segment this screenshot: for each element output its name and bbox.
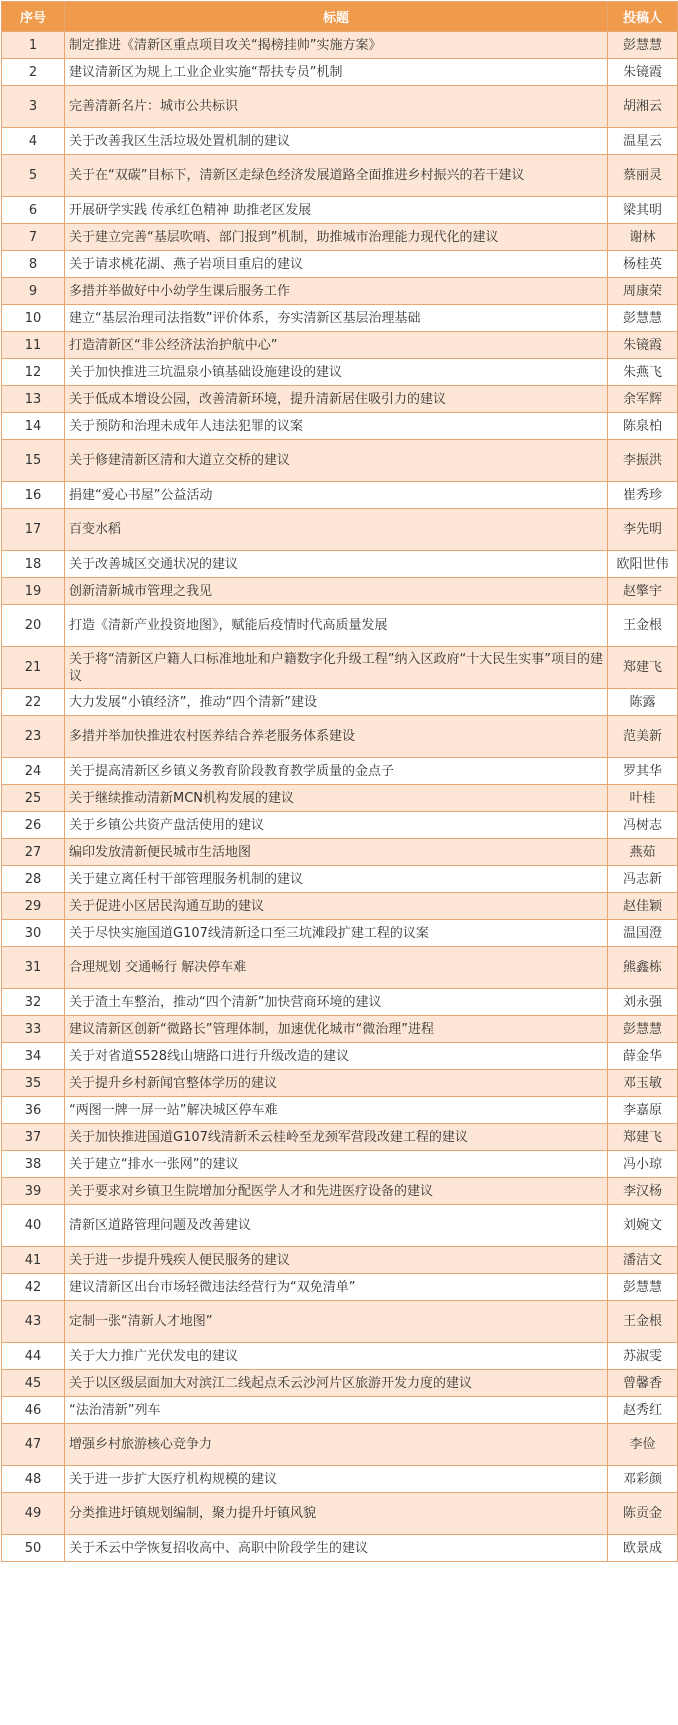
cell-no: 23	[2, 716, 65, 758]
table-row	[2, 509, 678, 551]
cell-author: 潘洁文	[608, 1247, 678, 1274]
cell-author: 熊鑫栋	[608, 947, 678, 989]
table-row	[2, 413, 678, 440]
cell-author: 叶桂	[608, 785, 678, 812]
cell-title: 关于大力推广光伏发电的建议	[65, 1343, 608, 1370]
cell-no: 11	[2, 332, 65, 359]
table-row	[2, 551, 678, 578]
cell-title: 编印发放清新便民城市生活地图	[65, 839, 608, 866]
cell-author: 赵佳颖	[608, 893, 678, 920]
table-row	[2, 1466, 678, 1493]
cell-author: 朱镜霞	[608, 332, 678, 359]
table-row	[2, 989, 678, 1016]
table-row	[2, 1205, 678, 1247]
cell-title: 建议清新区创新“微路长”管理体制，加速优化城市“微治理”进程	[65, 1016, 608, 1043]
cell-no: 40	[2, 1205, 65, 1247]
cell-title: 关于改善我区生活垃圾处置机制的建议	[65, 128, 608, 155]
cell-author: 冯小琼	[608, 1151, 678, 1178]
cell-author: 苏淑雯	[608, 1343, 678, 1370]
cell-no: 38	[2, 1151, 65, 1178]
cell-no: 19	[2, 578, 65, 605]
table-row	[2, 1301, 678, 1343]
cell-no: 36	[2, 1097, 65, 1124]
table-body	[2, 32, 678, 1562]
cell-author: 余军辉	[608, 386, 678, 413]
cell-title: 关于改善城区交通状况的建议	[65, 551, 608, 578]
cell-no: 13	[2, 386, 65, 413]
cell-no: 35	[2, 1070, 65, 1097]
cell-author: 罗其华	[608, 758, 678, 785]
cell-title: 多措并举做好中小幼学生课后服务工作	[65, 278, 608, 305]
cell-title: 关于提高清新区乡镇义务教育阶段教育教学质量的金点子	[65, 758, 608, 785]
cell-no: 41	[2, 1247, 65, 1274]
cell-title: 关于尽快实施国道G107线清新迳口至三坑滩段扩建工程的议案	[65, 920, 608, 947]
cell-no: 24	[2, 758, 65, 785]
cell-author: 彭慧慧	[608, 32, 678, 59]
table-row	[2, 155, 678, 197]
cell-title: 关于进一步扩大医疗机构规模的建议	[65, 1466, 608, 1493]
table-row	[2, 1097, 678, 1124]
cell-title: 关于提升乡村新闻官整体学历的建议	[65, 1070, 608, 1097]
table-row	[2, 128, 678, 155]
table-row	[2, 866, 678, 893]
cell-title: 开展研学实践 传承红色精神 助推老区发展	[65, 197, 608, 224]
table-row	[2, 359, 678, 386]
table-row	[2, 1424, 678, 1466]
cell-author: 冯志新	[608, 866, 678, 893]
table-row	[2, 86, 678, 128]
cell-author: 杨桂英	[608, 251, 678, 278]
table-row	[2, 1043, 678, 1070]
table-row	[2, 647, 678, 689]
cell-title: 关于请求桃花湖、燕子岩项目重启的建议	[65, 251, 608, 278]
cell-title: 关于促进小区居民沟通互助的建议	[65, 893, 608, 920]
cell-author: 彭慧慧	[608, 1016, 678, 1043]
cell-title: 建议清新区为规上工业企业实施“帮扶专员”机制	[65, 59, 608, 86]
table-row	[2, 251, 678, 278]
cell-title: 建立“基层治理司法指数”评价体系，夯实清新区基层治理基础	[65, 305, 608, 332]
cell-author: 王金根	[608, 1301, 678, 1343]
cell-title: 百变水稻	[65, 509, 608, 551]
table-row	[2, 1247, 678, 1274]
cell-no: 44	[2, 1343, 65, 1370]
cell-author: 燕茹	[608, 839, 678, 866]
cell-title: 清新区道路管理问题及改善建议	[65, 1205, 608, 1247]
table-row	[2, 482, 678, 509]
cell-title: 制定推进《清新区重点项目攻关“揭榜挂帅”实施方案》	[65, 32, 608, 59]
table-row	[2, 1016, 678, 1043]
table-row	[2, 305, 678, 332]
cell-author: 范美新	[608, 716, 678, 758]
cell-no: 6	[2, 197, 65, 224]
cell-author: 朱燕飞	[608, 359, 678, 386]
cell-title: 关于低成本增设公园，改善清新环境，提升清新居住吸引力的建议	[65, 386, 608, 413]
cell-author: 曾馨香	[608, 1370, 678, 1397]
table-row	[2, 59, 678, 86]
table-row	[2, 278, 678, 305]
cell-title: 捐建“爱心书屋”公益活动	[65, 482, 608, 509]
table-row	[2, 224, 678, 251]
cell-no: 48	[2, 1466, 65, 1493]
cell-author: 李汉杨	[608, 1178, 678, 1205]
cell-author: 薛金华	[608, 1043, 678, 1070]
cell-no: 1	[2, 32, 65, 59]
cell-author: 胡湘云	[608, 86, 678, 128]
cell-author: 冯树志	[608, 812, 678, 839]
cell-title: “法治清新”列车	[65, 1397, 608, 1424]
cell-no: 15	[2, 440, 65, 482]
cell-author: 邓玉敏	[608, 1070, 678, 1097]
cell-title: 增强乡村旅游核心竞争力	[65, 1424, 608, 1466]
cell-no: 3	[2, 86, 65, 128]
cell-author: 郑建飞	[608, 647, 678, 689]
cell-no: 39	[2, 1178, 65, 1205]
cell-no: 4	[2, 128, 65, 155]
cell-title: 完善清新名片：城市公共标识	[65, 86, 608, 128]
cell-title: 分类推进圩镇规划编制，聚力提升圩镇风貌	[65, 1493, 608, 1535]
cell-no: 47	[2, 1424, 65, 1466]
table-row	[2, 1151, 678, 1178]
cell-no: 50	[2, 1535, 65, 1562]
table-row	[2, 812, 678, 839]
cell-title: 关于加快推进国道G107线清新禾云桂岭至龙颈军营段改建工程的建议	[65, 1124, 608, 1151]
suggestion-table	[1, 1, 678, 1562]
cell-no: 22	[2, 689, 65, 716]
cell-author: 邓彩颜	[608, 1466, 678, 1493]
cell-no: 42	[2, 1274, 65, 1301]
cell-no: 8	[2, 251, 65, 278]
cell-no: 27	[2, 839, 65, 866]
cell-title: 打造清新区“非公经济法治护航中心”	[65, 332, 608, 359]
table-row	[2, 1397, 678, 1424]
cell-no: 12	[2, 359, 65, 386]
table-row	[2, 1070, 678, 1097]
cell-no: 32	[2, 989, 65, 1016]
cell-title: 关于渣土车整治，推动“四个清新”加快营商环境的建议	[65, 989, 608, 1016]
cell-author: 欧阳世伟	[608, 551, 678, 578]
cell-author: 周康荣	[608, 278, 678, 305]
cell-no: 14	[2, 413, 65, 440]
table-row	[2, 578, 678, 605]
cell-no: 2	[2, 59, 65, 86]
cell-no: 28	[2, 866, 65, 893]
cell-title: 关于继续推动清新MCN机构发展的建议	[65, 785, 608, 812]
cell-no: 25	[2, 785, 65, 812]
cell-no: 30	[2, 920, 65, 947]
cell-title: 关于禾云中学恢复招收高中、高职中阶段学生的建议	[65, 1535, 608, 1562]
cell-author: 温星云	[608, 128, 678, 155]
cell-author: 彭慧慧	[608, 1274, 678, 1301]
cell-author: 赵秀红	[608, 1397, 678, 1424]
cell-title: 关于加快推进三坑温泉小镇基础设施建设的建议	[65, 359, 608, 386]
table-row	[2, 785, 678, 812]
cell-no: 9	[2, 278, 65, 305]
table-row	[2, 689, 678, 716]
header-title: 标题	[65, 2, 608, 32]
cell-title: 多措并举加快推进农村医养结合养老服务体系建设	[65, 716, 608, 758]
cell-title: 关于在“双碳”目标下，清新区走绿色经济发展道路全面推进乡村振兴的若干建议	[65, 155, 608, 197]
cell-author: 陈露	[608, 689, 678, 716]
cell-no: 37	[2, 1124, 65, 1151]
table-row	[2, 1274, 678, 1301]
cell-title: 关于以区级层面加大对滨江二线起点禾云沙河片区旅游开发力度的建议	[65, 1370, 608, 1397]
cell-author: 郑建飞	[608, 1124, 678, 1151]
cell-title: 建议清新区出台市场轻微违法经营行为“双免清单”	[65, 1274, 608, 1301]
table-row	[2, 605, 678, 647]
cell-author: 朱镜霞	[608, 59, 678, 86]
table-row	[2, 1343, 678, 1370]
cell-no: 29	[2, 893, 65, 920]
cell-no: 34	[2, 1043, 65, 1070]
table-row	[2, 32, 678, 59]
cell-no: 45	[2, 1370, 65, 1397]
cell-title: 关于建立完善“基层吹哨、部门报到”机制，助推城市治理能力现代化的建议	[65, 224, 608, 251]
cell-no: 7	[2, 224, 65, 251]
cell-no: 49	[2, 1493, 65, 1535]
table-row	[2, 1178, 678, 1205]
cell-author: 李嘉原	[608, 1097, 678, 1124]
cell-author: 李俭	[608, 1424, 678, 1466]
cell-title: 关于要求对乡镇卫生院增加分配医学人才和先进医疗设备的建议	[65, 1178, 608, 1205]
table-row	[2, 332, 678, 359]
table-row	[2, 440, 678, 482]
cell-author: 刘婉文	[608, 1205, 678, 1247]
cell-no: 21	[2, 647, 65, 689]
cell-author: 温国澄	[608, 920, 678, 947]
cell-title: 大力发展“小镇经济”，推动“四个清新”建设	[65, 689, 608, 716]
table-row	[2, 1370, 678, 1397]
cell-author: 李振洪	[608, 440, 678, 482]
header-no: 序号	[2, 2, 65, 32]
cell-no: 46	[2, 1397, 65, 1424]
cell-title: 打造《清新产业投资地图》，赋能后疫情时代高质量发展	[65, 605, 608, 647]
cell-author: 谢林	[608, 224, 678, 251]
table-row	[2, 386, 678, 413]
cell-no: 16	[2, 482, 65, 509]
cell-title: 关于进一步提升残疾人便民服务的建议	[65, 1247, 608, 1274]
table-row	[2, 947, 678, 989]
cell-title: 定制一张“清新人才地图”	[65, 1301, 608, 1343]
table-row	[2, 839, 678, 866]
cell-no: 33	[2, 1016, 65, 1043]
cell-title: 关于建立“排水一张网”的建议	[65, 1151, 608, 1178]
cell-author: 刘永强	[608, 989, 678, 1016]
cell-no: 10	[2, 305, 65, 332]
cell-no: 31	[2, 947, 65, 989]
table-row	[2, 1493, 678, 1535]
cell-author: 彭慧慧	[608, 305, 678, 332]
cell-no: 20	[2, 605, 65, 647]
cell-title: 关于乡镇公共资产盘活使用的建议	[65, 812, 608, 839]
cell-author: 赵擎宇	[608, 578, 678, 605]
cell-title: “两图一牌一屏一站”解决城区停车难	[65, 1097, 608, 1124]
cell-title: 关于修建清新区清和大道立交桥的建议	[65, 440, 608, 482]
cell-title: 关于预防和治理未成年人违法犯罪的议案	[65, 413, 608, 440]
cell-no: 5	[2, 155, 65, 197]
table-row	[2, 920, 678, 947]
table-row	[2, 1535, 678, 1562]
cell-author: 欧景成	[608, 1535, 678, 1562]
cell-title: 合理规划 交通畅行 解决停车难	[65, 947, 608, 989]
cell-no: 17	[2, 509, 65, 551]
table-header-row	[2, 2, 678, 32]
table-row	[2, 1124, 678, 1151]
cell-author: 李先明	[608, 509, 678, 551]
cell-author: 王金根	[608, 605, 678, 647]
cell-no: 18	[2, 551, 65, 578]
table-row	[2, 893, 678, 920]
cell-no: 43	[2, 1301, 65, 1343]
cell-title: 关于对省道S528线山塘路口进行升级改造的建议	[65, 1043, 608, 1070]
cell-author: 陈贡金	[608, 1493, 678, 1535]
table-row	[2, 716, 678, 758]
cell-author: 崔秀珍	[608, 482, 678, 509]
table-row	[2, 197, 678, 224]
table-row	[2, 758, 678, 785]
cell-author: 梁其明	[608, 197, 678, 224]
cell-author: 陈泉柏	[608, 413, 678, 440]
cell-title: 创新清新城市管理之我见	[65, 578, 608, 605]
cell-no: 26	[2, 812, 65, 839]
cell-author: 蔡丽灵	[608, 155, 678, 197]
header-author: 投稿人	[608, 2, 678, 32]
cell-title: 关于将“清新区户籍人口标准地址和户籍数字化升级工程”纳入区政府“十大民生实事”项目的建议	[65, 647, 608, 689]
cell-title: 关于建立离任村干部管理服务机制的建议	[65, 866, 608, 893]
